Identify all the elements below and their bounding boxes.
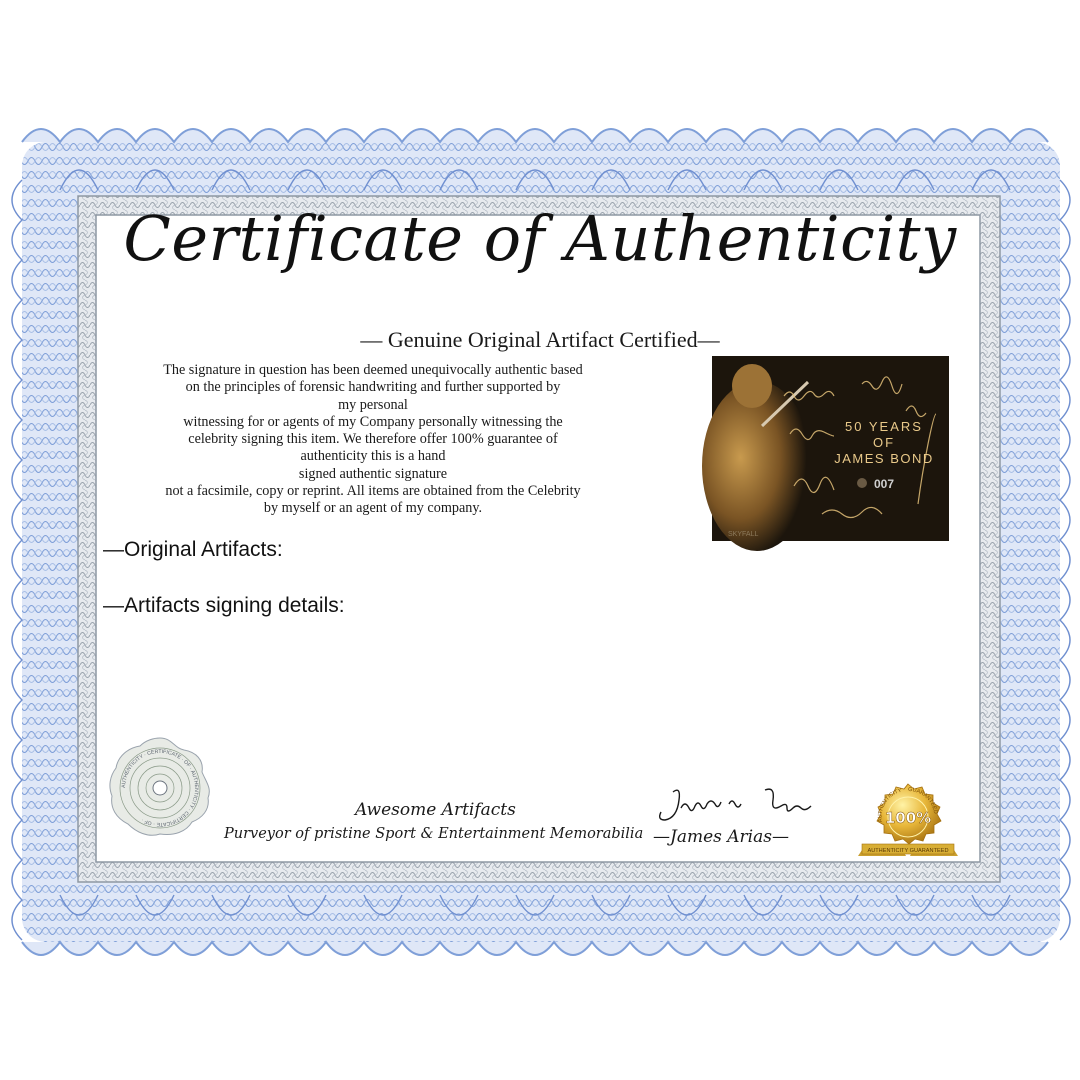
photo-years-text: 50 YEARS xyxy=(845,419,923,434)
body-line: my personal xyxy=(338,396,408,413)
signature-text: James Arias xyxy=(655,769,751,788)
body-line: on the principles of forensic handwriting and further supported by xyxy=(185,379,561,396)
gold-seal-arc-left: AUTHENTICITY xyxy=(877,787,903,823)
body-line: by myself or an agent of my company. xyxy=(263,500,483,517)
photo-corner-text: SKYFALL xyxy=(728,531,759,538)
signer-name: —James Arias— xyxy=(653,827,789,847)
signing-details-label: —Artifacts signing details: xyxy=(103,594,345,617)
body-line: not a facsimile, copy or reprint. All items are obtained from the Celebrity xyxy=(165,483,581,500)
gold-seal-arc-right: GUARANTEED xyxy=(907,786,939,815)
certificate-seal xyxy=(108,736,212,840)
gold-seal-ribbon-text: AUTHENTICITY GUARANTEED xyxy=(867,848,949,854)
body-line: The signature in question has been deemed unequivocally authentic based xyxy=(163,362,583,378)
signed-photo xyxy=(712,356,949,541)
photo-bond-text: JAMES BOND xyxy=(834,451,934,466)
original-artifacts-label: —Original Artifacts: xyxy=(103,538,283,561)
authenticity-guaranteed-seal xyxy=(848,782,968,862)
certificate-title: Certificate of Authenticity xyxy=(123,202,957,275)
certificate-body xyxy=(103,362,643,518)
body-line: witnessing for or agents of my Company personally witnessing the xyxy=(183,413,563,430)
seal-ring-text: AUTHENTICITY · CERTIFICATE · OF · AUTHENTICITY · CERTIFICATE · OF · xyxy=(120,748,200,828)
photo-007-logo: 007 xyxy=(873,477,895,491)
photo-of-text: OF xyxy=(872,435,896,450)
body-line: signed authentic signature xyxy=(298,465,448,482)
handwritten-signature xyxy=(655,769,825,826)
photo-artwork xyxy=(712,356,949,541)
gold-seal-100-text: 100% xyxy=(884,809,932,827)
company-tagline: Purveyor of pristine Sport & Entertainment Memorabilia xyxy=(224,826,644,842)
company-name: Awesome Artifacts xyxy=(355,800,516,820)
certificate-subtitle: — Genuine Original Artifact Certified— xyxy=(360,327,720,352)
body-line: authenticity this is a hand xyxy=(300,448,446,465)
body-line: celebrity signing this item. We therefore offer 100% guarantee of xyxy=(188,431,558,448)
